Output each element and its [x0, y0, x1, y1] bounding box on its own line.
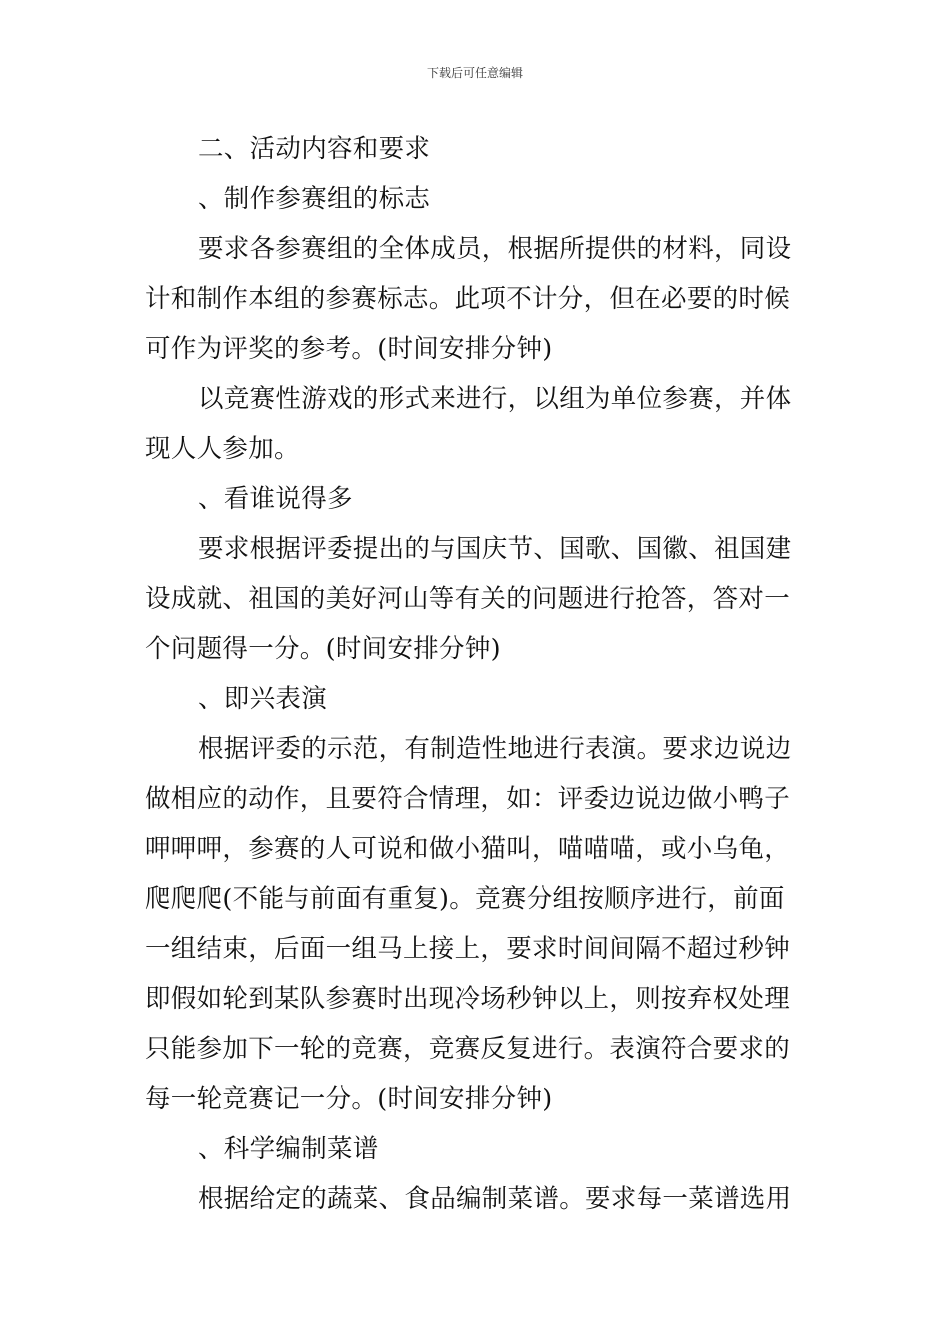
text-line: 个问题得一分。(时间安排分钟) [145, 634, 501, 664]
text-line: 一组结束，后面一组马上接上，要求时间间隔不超过秒钟 [145, 934, 791, 964]
text-line: 爬爬爬(不能与前面有重复)。竞赛分组按顺序进行，前面 [145, 884, 785, 914]
section-heading: 二、活动内容和要求 [198, 134, 431, 164]
text-line: 要求各参赛组的全体成员，根据所提供的材料，同设 [198, 234, 792, 264]
text-line: 可作为评奖的参考。(时间安排分钟) [145, 334, 553, 364]
text-line: 根据给定的蔬菜、食品编制菜谱。要求每一菜谱选用 [198, 1184, 792, 1214]
text-line: 根据评委的示范，有制造性地进行表演。要求边说边 [198, 734, 792, 764]
text-line: 要求根据评委提出的与国庆节、国歌、国徽、祖国建 [198, 534, 792, 564]
subheading: 、制作参赛组的标志 [198, 184, 431, 214]
page-header: 下载后可任意编辑 [426, 66, 523, 80]
text-line: 每一轮竞赛记一分。(时间安排分钟) [145, 1084, 553, 1114]
text-line: 现人人参加。 [145, 434, 300, 464]
text-line: 设成就、祖国的美好河山等有关的问题进行抢答，答对一 [145, 584, 791, 614]
subheading: 、科学编制菜谱 [198, 1134, 379, 1164]
text-line: 呷呷呷，参赛的人可说和做小猫叫，喵喵喵，或小乌龟， [145, 834, 791, 864]
subheading: 、看谁说得多 [198, 484, 353, 514]
text-line: 计和制作本组的参赛标志。此项不计分，但在必要的时候 [145, 284, 791, 314]
text-line: 以竞赛性游戏的形式来进行，以组为单位参赛，并体 [198, 384, 792, 414]
text-line: 只能参加下一轮的竞赛，竞赛反复进行。表演符合要求的 [145, 1034, 791, 1064]
subheading: 、即兴表演 [198, 684, 328, 714]
text-line: 即假如轮到某队参赛时出现冷场秒钟以上，则按弃权处理 [145, 984, 791, 1014]
text-line: 做相应的动作，且要符合情理，如：评委边说边做小鸭子 [145, 784, 791, 814]
